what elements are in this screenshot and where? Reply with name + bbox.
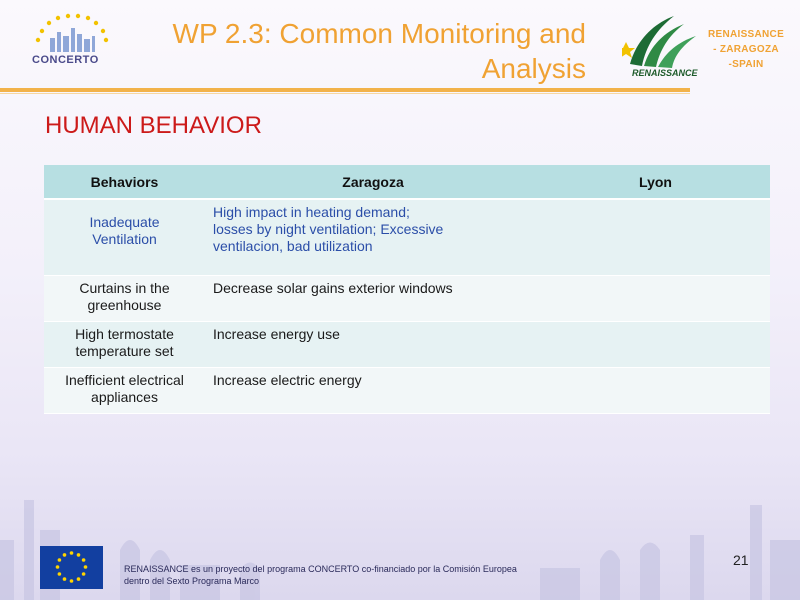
footer-funding-note [124, 563, 604, 587]
city-line-1: RENAISSANCE [707, 29, 785, 40]
header-behaviors: Behaviors [44, 165, 205, 199]
concerto-stars-icon [28, 12, 116, 56]
eu-flag-icon [40, 546, 103, 589]
concerto-logo [28, 12, 116, 70]
title-underline-thin [0, 93, 690, 94]
behavior-line: appliances [91, 389, 158, 405]
zaragoza-line: Increase energy use [213, 326, 340, 342]
behavior-cell [44, 276, 205, 322]
renaissance-swoosh-icon [622, 12, 700, 70]
slide-title [126, 16, 586, 86]
city-line-3: -SPAIN [728, 59, 764, 70]
header-lyon: Lyon [541, 165, 770, 199]
zaragoza-line: Increase electric energy [213, 372, 362, 388]
renaissance-logo [622, 12, 700, 82]
table-header-row [44, 165, 770, 199]
behavior-line: Curtains in the [79, 280, 170, 296]
table-row [44, 322, 770, 368]
zaragoza-line: High impact in heating demand; [213, 204, 410, 220]
title-underline [0, 88, 690, 92]
header-zaragoza: Zaragoza [205, 165, 541, 199]
footer-line-1: RENAISSANCE es un proyecto del programa CONCERTO co-financiado por la Comisión Europea [124, 564, 517, 574]
zaragoza-line: ventilacion, bad utilization [213, 238, 373, 254]
city-line-2: - ZARAGOZA [713, 44, 779, 55]
behavior-line: Ventilation [92, 231, 157, 247]
page-number: 21 [733, 552, 749, 568]
behavior-cell [44, 368, 205, 414]
concerto-logo-label: CONCERTO [32, 54, 99, 66]
zaragoza-cell [205, 322, 541, 368]
eu-stars-icon [40, 546, 103, 589]
lyon-cell [541, 276, 770, 322]
project-city-label [700, 27, 792, 72]
lyon-cell [541, 199, 770, 276]
lyon-cell [541, 368, 770, 414]
zaragoza-line: Decrease solar gains exterior windows [213, 280, 453, 296]
behavior-cell [44, 322, 205, 368]
zaragoza-cell [205, 199, 541, 276]
table-row [44, 276, 770, 322]
behavior-line: temperature set [75, 343, 174, 359]
behavior-line: Inefficient electrical [65, 372, 184, 388]
behavior-table [44, 165, 770, 414]
footer-line-2: dentro del Sexto Programa Marco [124, 576, 260, 586]
behavior-line: Inadequate [89, 214, 160, 230]
zaragoza-cell [205, 368, 541, 414]
slide-title-line-1: WP 2.3: Common Monitoring and [172, 18, 586, 49]
slide-header [0, 0, 800, 96]
slide-title-line-2: Analysis [481, 53, 586, 84]
lyon-cell [541, 322, 770, 368]
section-heading: HUMAN BEHAVIOR [45, 112, 262, 139]
zaragoza-line: losses by night ventilation; Excessive [213, 221, 444, 237]
zaragoza-cell [205, 276, 541, 322]
renaissance-logo-label: RENAISSANCE [632, 68, 698, 78]
behavior-line: greenhouse [87, 297, 162, 313]
table-row [44, 368, 770, 414]
behavior-cell [44, 199, 205, 276]
behavior-line: High termostate [75, 326, 174, 342]
table-row [44, 199, 770, 276]
